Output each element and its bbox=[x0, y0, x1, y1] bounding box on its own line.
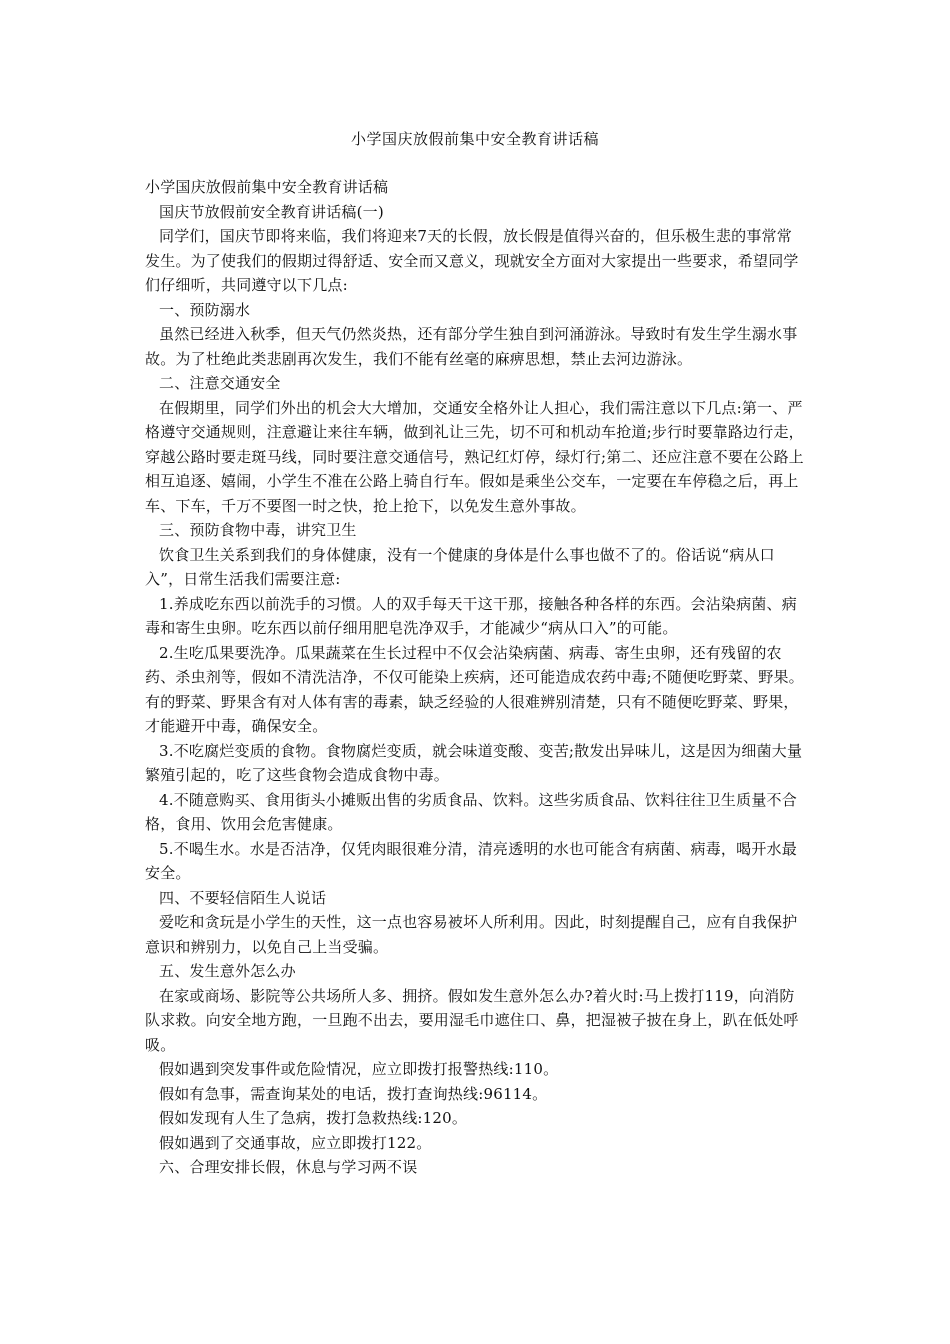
paragraph: 同学们，国庆节即将来临，我们将迎来7天的长假，放长假是值得兴奋的，但乐极生悲的事常常发生。为了使我们的假期过得舒适、安全而又意义，现就安全方面对大家提出一些要求，希望同学们仔细听，共同遵守以下几点: bbox=[145, 227, 799, 294]
paragraph: 在家或商场、影院等公共场所人多、拥挤。假如发生意外怎么办?着火时:马上拨打119，向消防队求救。向安全地方跑，一旦跑不出去，要用湿毛巾遮住口、鼻，把湿被子披在身上，趴在低处呼吸。 bbox=[145, 986, 799, 1054]
paragraph: 国庆节放假前安全教育讲话稿(一) bbox=[159, 202, 384, 221]
paragraph: 4.不随意购买、食用街头小摊贩出售的劣质食品、饮料。这些劣质食品、饮料往往卫生质量不合格，食用、饮用会危害健康。 bbox=[145, 790, 797, 833]
paragraph: 假如有急事，需查询某处的电话，拨打查询热线:96114。 bbox=[159, 1084, 548, 1103]
paragraph: 小学国庆放假前集中安全教育讲话稿 bbox=[145, 178, 389, 196]
document-title: 小学国庆放假前集中安全教育讲话稿 bbox=[350, 130, 599, 148]
paragraph: 虽然已经进入秋季，但天气仍然炎热，还有部分学生独自到河涌游泳。导致时有发生学生溺水事故。为了杜绝此类悲剧再次发生，我们不能有丝毫的麻痹思想，禁止去河边游泳。 bbox=[145, 325, 798, 368]
paragraph: 5.不喝生水。水是否洁净，仅凭肉眼很难分清，清亮透明的水也可能含有病菌、病毒，喝开水最安全。 bbox=[145, 839, 797, 882]
paragraph: 六、合理安排长假，休息与学习两不误 bbox=[159, 1158, 418, 1176]
paragraph: 五、发生意外怎么办 bbox=[159, 962, 296, 980]
paragraph: 3.不吃腐烂变质的食物。食物腐烂变质，就会味道变酸、变苦;散发出异味儿，这是因为细菌大量繁殖引起的，吃了这些食物会造成食物中毒。 bbox=[145, 741, 803, 784]
paragraph: 二、注意交通安全 bbox=[159, 374, 281, 392]
document-body bbox=[145, 175, 807, 1180]
paragraph: 一、预防溺水 bbox=[159, 300, 251, 319]
paragraph: 2.生吃瓜果要洗净。瓜果蔬菜在生长过程中不仅会沾染病菌、病毒、寄生虫卵，还有残留的农药、杀虫剂等，假如不清洗洁净，不仅可能染上疾病，还可能造成农药中毒;不随便吃野菜、野果。有的野菜、野果含有对人体有害的毒素，缺乏经验的人很难辨别清楚，只有不随便吃野菜、野果，才能避开中毒，确保安全。 bbox=[145, 643, 804, 735]
paragraph: 三、预防食物中毒，讲究卫生 bbox=[159, 521, 357, 539]
paragraph: 1.养成吃东西以前洗手的习惯。人的双手每天干这干那，接触各种各样的东西。会沾染病菌、病毒和寄生虫卵。吃东西以前仔细用肥皂洗净双手，才能减少“病从口入”的可能。 bbox=[145, 594, 797, 637]
paragraph: 在假期里，同学们外出的机会大大增加，交通安全格外让人担心，我们需注意以下几点:第一、严格遵守交通规则，注意避让来往车辆，做到礼让三先，切不可和机动车抢道;步行时要靠路边行走，穿越公路时要走斑马线，同时要注意交通信号，熟记红灯停，绿灯行;第二、还应注意不要在公路上相互追逐、嬉闹，小学生不准在公路上骑自行车。假如是乘坐公交车，一定要在车停稳之后，再上车、下车，千万不要图一时之快，抢上抢下，以免发生意外事故。 bbox=[145, 398, 804, 515]
paragraph: 饮食卫生关系到我们的身体健康，没有一个健康的身体是什么事也做不了的。俗话说“病从口入”，日常生活我们需要注意: bbox=[145, 545, 775, 588]
paragraph: 四、不要轻信陌生人说话 bbox=[159, 888, 327, 907]
paragraph: 假如遇到突发事件或危险情况，应立即拨打报警热线:110。 bbox=[159, 1060, 559, 1078]
paragraph: 假如遇到了交通事故，应立即拨打122。 bbox=[159, 1133, 432, 1152]
paragraph: 爱吃和贪玩是小学生的天性，这一点也容易被坏人所利用。因此，时刻提醒自己，应有自我保护意识和辨别力，以免自己上当受骗。 bbox=[145, 913, 798, 956]
paragraph: 假如发现有人生了急病，拨打急救热线:120。 bbox=[159, 1109, 468, 1127]
